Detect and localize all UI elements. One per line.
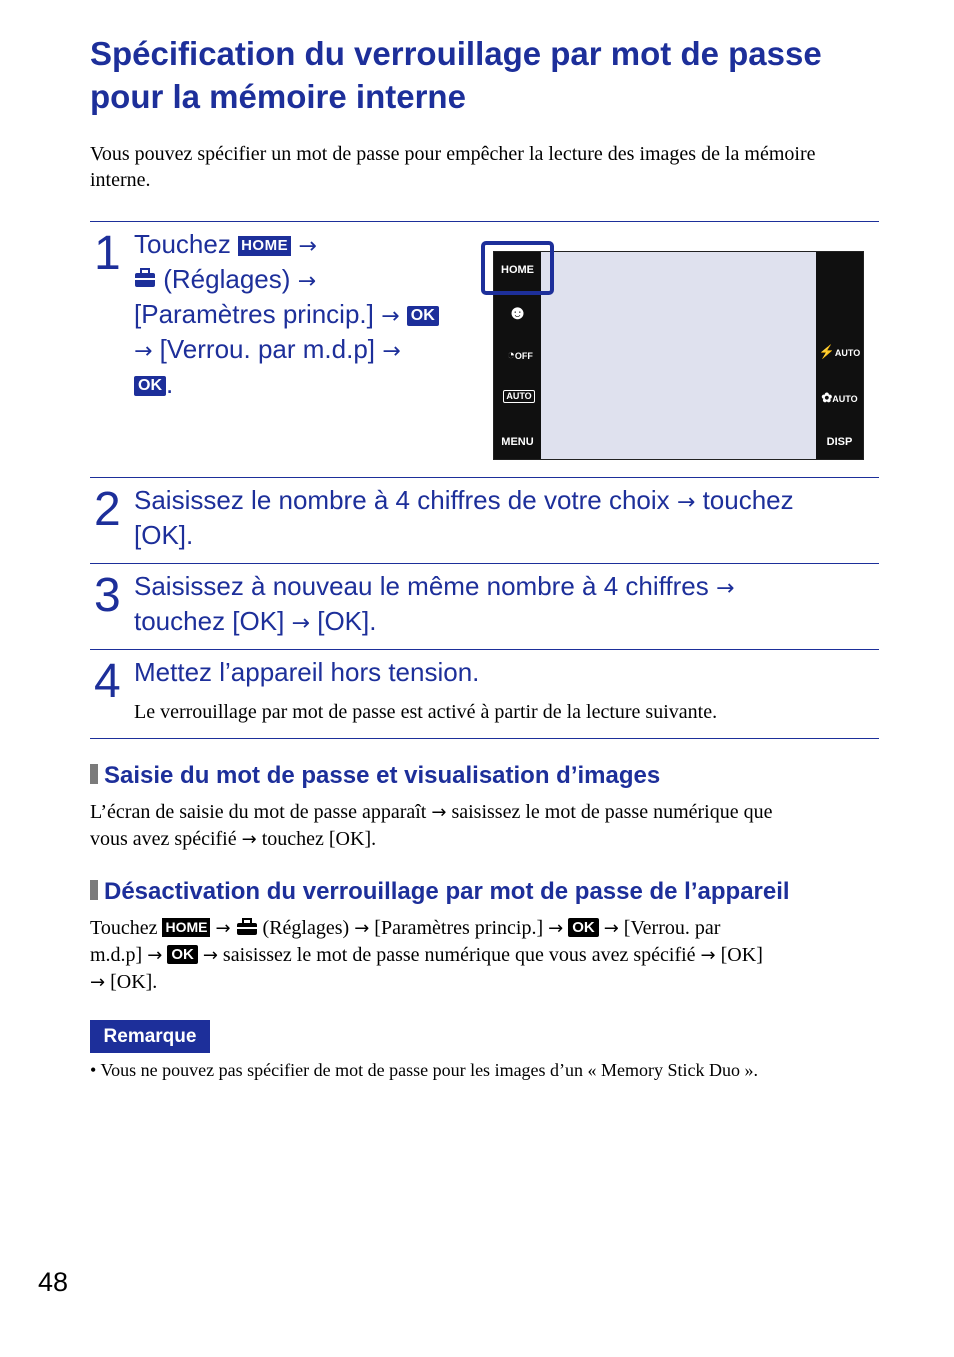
remarque-bullet [90,1058,890,1082]
section-1-text: vous avez spécifié [90,828,237,850]
section-1-text: saisissez le mot de passe numérique que [451,801,773,823]
step-1-verrou: [Verrou. par m.d.p] [159,334,375,364]
arrow-icon: → [382,339,401,364]
step-1-parametres: [Paramètres princip.] [134,299,374,329]
heading-marker [90,880,98,900]
step-4-text: Mettez l’appareil hors tension. [134,657,480,687]
step-2-text-a: Saisissez le nombre à 4 chiffres de votre choix [134,485,670,515]
toolbox-icon [134,263,156,296]
step-1-period: . [166,369,174,399]
remarque-label: Remarque [90,1020,210,1053]
section-heading-desactivation [90,877,890,907]
divider [90,221,879,222]
section-2-heading-text: Désactivation du verrouillage par mot de passe de l’appareil [104,878,790,905]
self-timer-icon[interactable]: ◔OFF [507,347,533,362]
section-2-text: [Paramètres princip.] [374,917,544,939]
step-number-2: 2 [94,483,121,536]
arrow-icon: → [202,945,218,966]
arrow-icon: → [354,918,370,939]
section-2-text: (Réglages) [262,917,350,939]
scene-auto-icon[interactable]: AUTO [503,390,535,403]
divider [90,649,879,650]
arrow-icon: → [298,234,317,259]
toolbox-icon [236,917,258,939]
step-3-text-c: [OK]. [317,606,377,636]
arrow-icon: → [381,304,400,329]
arrow-icon: → [603,918,619,939]
page-number: 48 [38,1267,69,1297]
arrow-icon: → [676,490,696,515]
step-2-text [134,484,879,552]
section-2-text: [Verrou. par [623,917,721,939]
ok-icon: OK [167,945,198,964]
step-3-text [134,570,879,640]
step-2-text-b: touchez [702,485,794,515]
arrow-icon: → [134,339,153,364]
home-icon: HOME [162,918,210,937]
arrow-icon: → [215,918,231,939]
divider [90,738,879,739]
arrow-icon: → [431,802,447,823]
step-2-text-c: [OK]. [134,520,194,550]
arrow-icon: → [548,918,564,939]
section-1-text: L’écran de saisie du mot de passe apparaît [90,801,427,823]
step-1-reglages: (Réglages) [163,264,291,294]
section-2-text: [OK]. [110,971,158,993]
step-3-text-b: touchez [OK] [134,606,285,636]
bullet-marker: • [90,1060,97,1080]
step-number-4: 4 [94,655,121,708]
arrow-icon: → [291,611,310,636]
arrow-icon: → [297,269,317,294]
ok-icon: OK [407,306,439,326]
arrow-icon: → [90,972,106,993]
step-1-touchez: Touchez [134,229,231,259]
disp-button[interactable]: DISP [826,436,853,448]
section-1-text: touchez [OK]. [261,828,377,850]
heading-marker [90,764,98,784]
step-3-text-a: Saisissez à nouveau le même nombre à 4 chiffres [134,571,709,601]
arrow-icon: → [700,945,716,966]
page-title: Spécification du verrouillage par mot de passe pour la mémoire interne [90,35,822,115]
camera-home-button[interactable]: HOME [501,264,534,276]
step-1-text [134,228,474,401]
home-highlight-frame [481,241,554,295]
ok-icon: OK [568,918,599,937]
section-1-heading-text: Saisie du mot de passe et visualisation d’images [104,762,661,789]
section-2-text: m.d.p] [90,944,143,966]
home-icon: HOME [238,236,291,256]
camera-right-panel [816,252,863,459]
macro-auto-icon[interactable]: ✿AUTO [821,390,858,405]
intro-paragraph: Vous pouvez spécifier un mot de passe pour empêcher la lecture des images de la mémoire interne. [90,143,816,191]
flash-auto-icon[interactable]: ⚡AUTO [818,344,861,359]
arrow-icon: → [715,576,735,601]
face-detection-icon[interactable]: ☻ [506,302,529,324]
arrow-icon: → [241,829,257,850]
arrow-icon: → [147,945,163,966]
menu-button[interactable]: MENU [501,436,534,448]
remarque-text: Vous ne pouvez pas spécifier de mot de passe pour les images d’un « Memory Stick Duo ». [100,1060,759,1080]
section-2-text: Touchez [90,917,158,939]
divider [90,563,879,564]
section-heading-saisie [90,761,890,791]
section-2-text: [OK] [720,944,763,966]
section-2-body [90,915,880,996]
ok-icon: OK [134,376,166,396]
section-2-text: saisissez le mot de passe numérique que vous avez spécifié [222,944,696,966]
step-number-1: 1 [94,227,121,280]
step-number-3: 3 [94,569,121,622]
divider [90,477,879,478]
section-1-body [90,799,880,853]
step-4-note: Le verrouillage par mot de passe est activé à partir de la lecture suivante. [134,701,718,723]
